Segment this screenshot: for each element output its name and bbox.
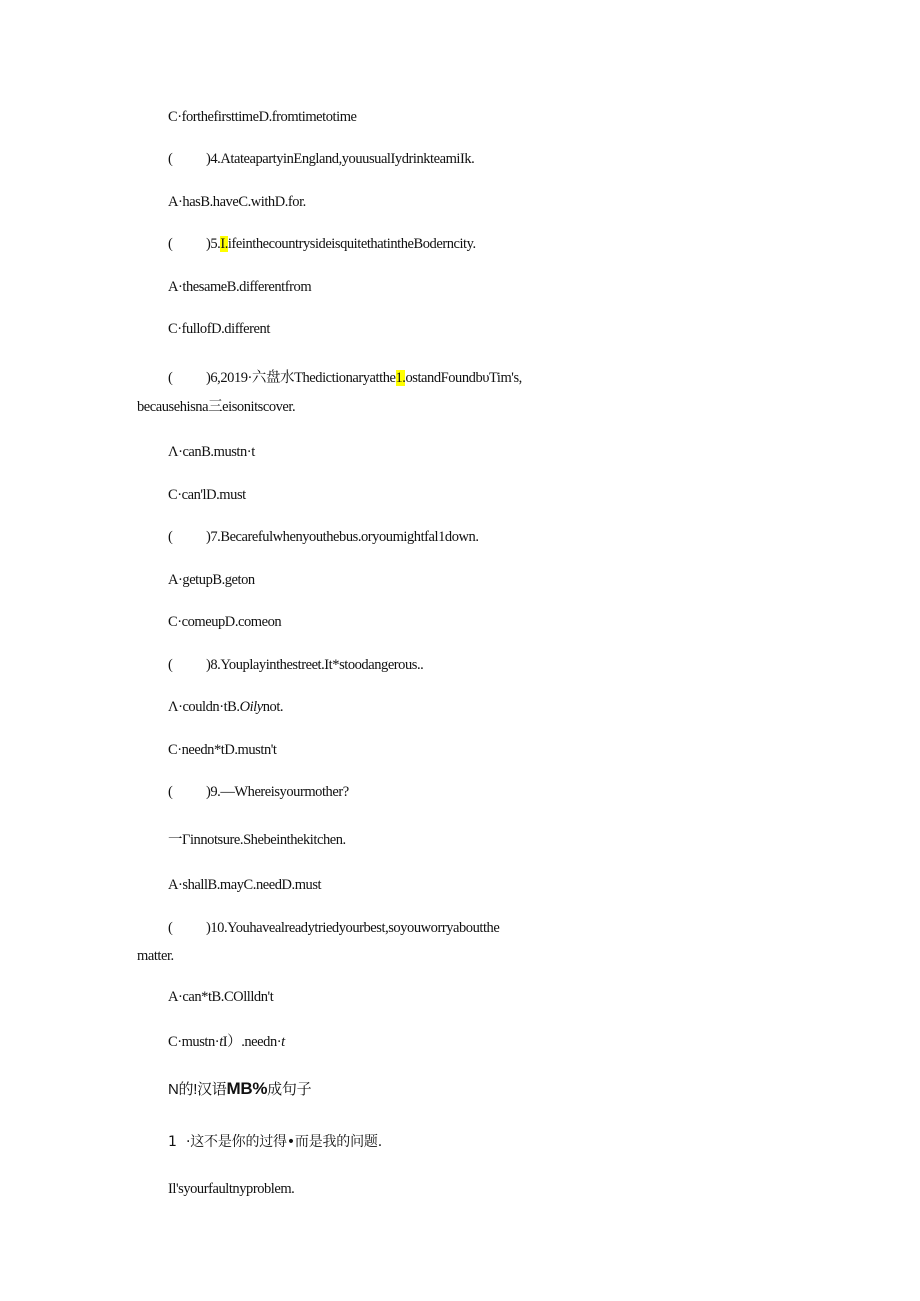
answer-blank: ( [168, 920, 173, 936]
option-line: A·can*tB.COllldn't [168, 989, 274, 1005]
question-4 [168, 150, 474, 168]
question-9 [168, 783, 349, 801]
question-7 [168, 528, 479, 546]
question-text: )10.Youhavealreadytriedyourbest,soyouworryaboutthe [206, 920, 500, 936]
question-10 [168, 919, 499, 937]
chinese-sentence-1 [168, 1133, 382, 1151]
chinese-text: ·这不是你的过得•而是我的问题. [186, 1134, 382, 1150]
option-line [168, 1033, 285, 1051]
heading-bold-text: MB% [226, 1079, 268, 1098]
option-line: A·hasB.haveC.withD.for. [168, 194, 306, 210]
option-line: Λ·canB.mustn·t [168, 444, 255, 460]
english-answer-1: Il'syourfaultnyproblem. [168, 1181, 295, 1197]
option-text-italic: Oily [239, 699, 263, 715]
question-6 [168, 369, 522, 387]
answer-blank: ( [168, 236, 173, 252]
heading-text: 成句子 [267, 1081, 312, 1098]
highlighted-text: I. [220, 236, 228, 252]
option-text: Λ·couldn·tB. [168, 699, 240, 715]
option-line: C·comeupD.comeon [168, 614, 282, 630]
option-text: I）.needn· [222, 1034, 282, 1050]
section-heading [168, 1080, 311, 1099]
item-number: 1 [168, 1134, 177, 1150]
question-text: )6,2019·六盘水Thedictionaryatthe [206, 370, 396, 386]
option-line: A·getupB.geton [168, 572, 255, 588]
option-line: A·shallB.mayC.needD.must [168, 877, 322, 893]
question-text: )8.Youplayinthestreet.It*stoodangerous.. [206, 657, 424, 673]
option-line: C·forthefirsttimeD.fromtimetotime [168, 109, 357, 125]
option-line: C·needn*tD.mustn't [168, 742, 277, 758]
question-text: )7.Becarefulwhenyouthebus.oryoumightfal1down. [206, 529, 479, 545]
question-text: ifeinthecountrysideisquitethatintheBoderncity. [227, 236, 476, 252]
option-line [168, 698, 283, 716]
highlighted-text: 1. [395, 370, 406, 386]
dialogue-line: 一Γinnotsure.Shebeinthekitchen. [168, 832, 346, 848]
option-text: not. [262, 699, 284, 715]
question-10-continuation: matter. [137, 948, 174, 964]
option-text-italic: t [281, 1034, 285, 1050]
answer-blank: ( [168, 529, 173, 545]
answer-blank: ( [168, 784, 173, 800]
option-line: C·fullofD.different [168, 321, 270, 337]
answer-blank: ( [168, 151, 173, 167]
question-text: )4.AtateapartyinEngland,youusualIydrinkteamiIk. [206, 151, 475, 167]
option-line: A·thesameB.differentfrom [168, 279, 312, 295]
question-text: )9.—Whereisyourmother? [206, 784, 349, 800]
question-5 [168, 235, 476, 253]
option-line: C·can'lD.must [168, 487, 246, 503]
question-text: ostandFoundbυTim's, [405, 370, 522, 386]
option-text-italic: t [219, 1034, 223, 1050]
question-text: )5. [206, 236, 221, 252]
answer-blank: ( [168, 370, 173, 386]
question-6-continuation: becausehisna三eisonitscover. [137, 399, 296, 415]
question-8 [168, 656, 423, 674]
answer-blank: ( [168, 657, 173, 673]
heading-text: N的!汉语 [168, 1081, 227, 1098]
option-text: C·mustn· [168, 1034, 220, 1050]
